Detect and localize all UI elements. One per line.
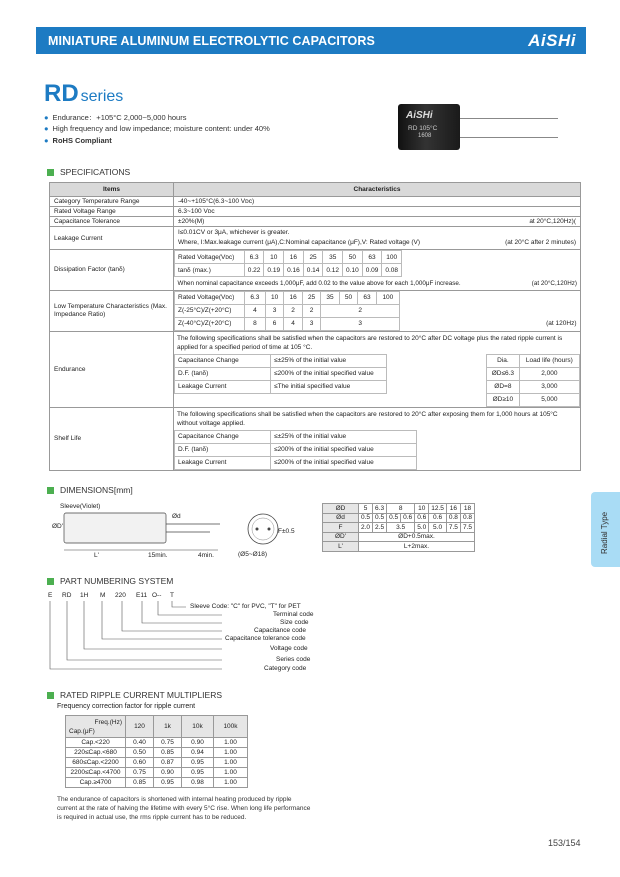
part-number-diagram: E RD 1H M 220 E11 O-- T Sleeve Code: "C" for PVC, "T" for PET Terminal code Size code Capacitance code Capacitance tolerance code Voltage code Series code Category code: [48, 592, 314, 672]
section-marker-icon: [47, 578, 54, 585]
ripple-note: The endurance of capacitors is shortened with internal heating produced by ripple current at the rate of halving the lifetime with every 5°C rise. When long life performance is required in actual use, the rms ripple current has to be reduced.: [57, 796, 311, 821]
lead-min-label: 15min.: [148, 552, 168, 559]
page-title: MINIATURE ALUMINUM ELECTROLYTIC CAPACITORS: [48, 34, 375, 48]
side-tab: Radial Type: [591, 492, 620, 567]
section-ripple: RATED RIPPLE CURRENT MULTIPLIERS: [47, 690, 222, 700]
pitch-label: F±0.5: [278, 528, 295, 535]
bullet-icon: ●: [44, 113, 49, 122]
specifications-table: Items Characteristics Category Temperature Range -40~+105°C(6.3~100 Vᴅᴄ) Rated Voltage Range 6.3~100 Vᴅᴄ Capacitance Tolerance ±20%(M) ( at 20°C,120Hz) Leakage Current I≤0.01CV or 3μA, whichever is greater. Where, I:Max.leakage current (μA),C:Nominal capacitance (μF),V: Rated voltage (V) (at 20°C after 2 minutes) Dissipation Factor (tanδ) Rated Voltage(Vᴅᴄ) 6.3 10 16 25 35 50 63 100 tanδ (max.) 0.22 0.19 0.16 0.14 0.12 0.10 0.09 0.08 When nominal capacitance exceeds 1,000μF, add 0.02 to the value above for each 1,000μF increase. (at 20°C,120Hz) Low Temperature Characteristics (Max. Impedance Ratio) Rated Voltage(Vᴅᴄ) 6.3 10 16 25 35 50 63 100 Z(-25°C)/Z(+20°C) 4 3 2 2 2 Z(-40°C)/Z(+20°C) 8 6 4 3 3 (at 120Hz) Endurance The following specifications shall be satisfied when the capacitors are restored to 20°C after DC voltage plus the rated ripple current is applied for a specified period of time at 105 °C. Capacitance Change ≤±25% of the initial value Dia. Load life (hours) D.F. (tanδ) ≤200% of the initial specified value ØD≤6.3 2,000 Leakage Current ≤The initial specified value ØD=8 3,000 ØD≥10 5,000 Shelf Life The following specifications shall be satisfied when the capacitors are restored to 20°C after exposing them for 1,000 hours at 105°C without voltage applied. Capacitance Change ≤±25% of the initial value D.F. (tanδ) ≤200% of the initial specified value Leakage Current ≤200% of the initial specified value: [49, 182, 581, 471]
bullet-icon: ●: [44, 136, 49, 145]
brand-logo: AiSHi: [528, 31, 576, 50]
lead-diameter-label: Ød: [172, 513, 181, 520]
sleeve-label: Sleeve(Violet): [60, 503, 101, 510]
section-dimensions: DIMENSIONS[mm]: [47, 485, 133, 495]
section-marker-icon: [47, 169, 54, 176]
od-label: ØD': [52, 523, 63, 530]
capacitor-photo: AiSHi RD 105°C 1608: [398, 104, 460, 150]
series-heading: [44, 80, 123, 108]
range-label: (Ø5~Ø18): [238, 551, 268, 558]
header-bar: [36, 27, 586, 54]
four-min-label: 4min.: [198, 552, 214, 559]
section-specifications: SPECIFICATIONS: [47, 167, 130, 177]
page-number: 153/154: [548, 838, 581, 848]
lead-wire: [460, 118, 558, 119]
length-label: L': [94, 552, 99, 559]
endurance-table: Capacitance Change ≤±25% of the initial value Dia. Load life (hours) D.F. (tanδ) ≤200% of the initial specified value ØD≤6.3 2,000 Leakage Current ≤The initial specified value ØD=8 3,000 ØD≥10 5,000: [174, 354, 580, 407]
dissipation-factor-table: Rated Voltage(Vᴅᴄ) 6.3 10 16 25 35 50 63 100 tanδ (max.) 0.22 0.19 0.16 0.14 0.12 0.10 0.09 0.08 When nominal capacitance exceeds 1,000μF, add 0.02 to the value above for each 1,000μF increase. (at 20°C,120Hz): [174, 250, 580, 290]
ripple-subtitle: Frequency correction factor for ripple current: [57, 703, 196, 710]
bullet-icon: ●: [44, 124, 49, 133]
low-temperature-table: Rated Voltage(Vᴅᴄ) 6.3 10 16 25 35 50 63 100 Z(-25°C)/Z(+20°C) 4 3 2 2 2 Z(-40°C)/Z(+20°C) 8 6 4 3 3 (at 120Hz): [174, 291, 580, 331]
feature-item: ● High frequency and low impedance; moisture content: under 40%: [44, 124, 270, 133]
lead-wire: [460, 137, 558, 138]
feature-item: ● Endurance：+105°C 2,000~5,000 hours: [44, 113, 187, 122]
section-marker-icon: [47, 692, 54, 699]
ripple-table: Freq.(Hz) Cap.(μF) 120 1k 10k 100k Cap.<220 0.40 0.75 0.90 1.00 220≤Cap.<680 0.50 0.85 0.94 1.00 680≤Cap.<2200 0.60 0.87 0.95 1.00 2200≤Cap.<4700 0.75 0.90 0.95 1.00 Cap.≥4700 0.85 0.95 0.98 1.00: [65, 715, 248, 788]
dimensions-table: ØD 5 6.3 8 10 12.5 16 18 Ød 0.5 0.5 0.5 0.6 0.6 0.6 0.8 0.8 F 2.0 2.5 3.5 5.0 5.0 7.5 7.5 ØD' ØD+0.5max. L' L+2max.: [322, 503, 475, 552]
series-code: RD: [44, 80, 79, 107]
series-word: series: [80, 88, 124, 105]
feature-item: ● RoHS Compliant: [44, 136, 112, 145]
section-part-numbering: PART NUMBERING SYSTEM: [47, 576, 173, 586]
section-marker-icon: [47, 487, 54, 494]
shelf-life-table: Capacitance Change ≤±25% of the initial value D.F. (tanδ) ≤200% of the initial specified value Leakage Current ≤200% of the initial specified value: [174, 430, 580, 470]
